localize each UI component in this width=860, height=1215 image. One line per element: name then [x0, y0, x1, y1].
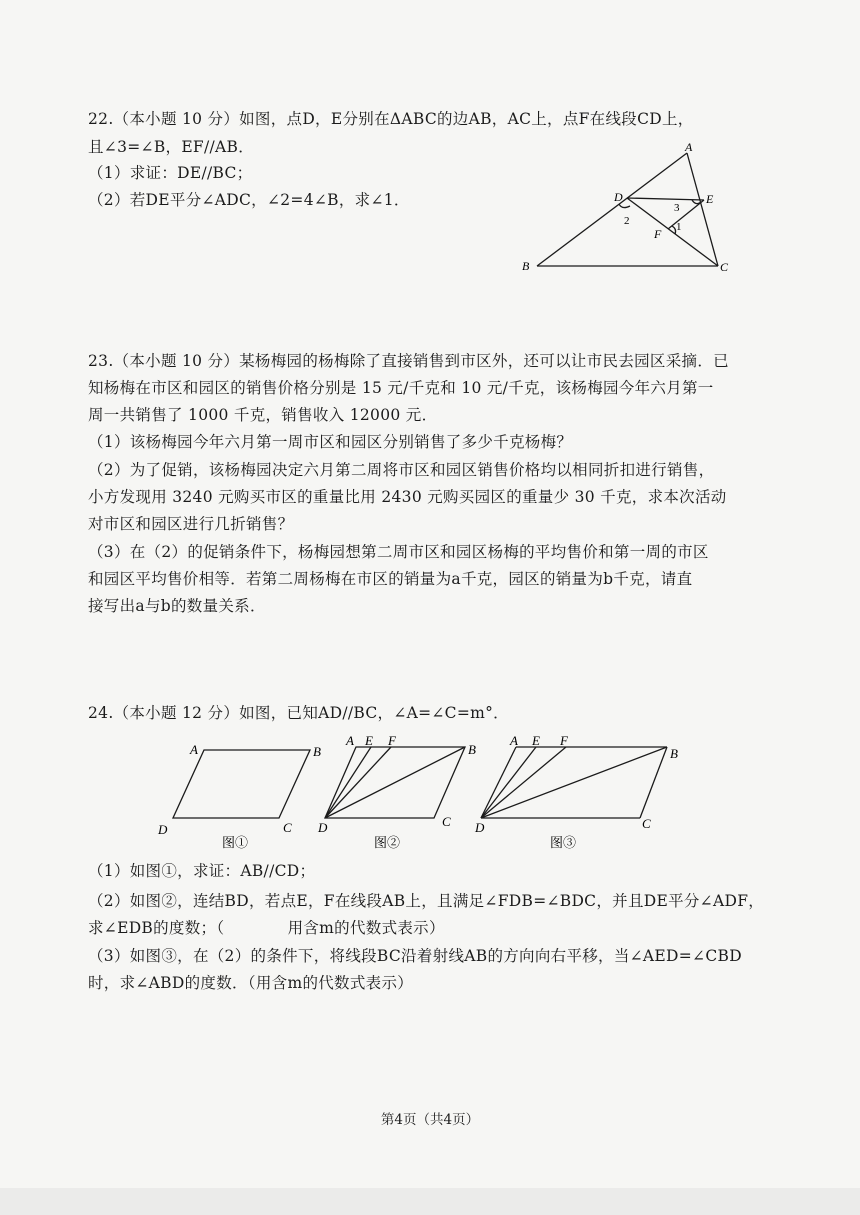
bottom-strip	[0, 1188, 860, 1215]
fig2-label-b: B	[468, 742, 476, 757]
fig2-label-e: E	[365, 733, 373, 748]
fig2-label-a: A	[346, 733, 354, 748]
q23-line-5: （2）为了促销，该杨梅园决定六月第二周将市区和园区销售价格均以相同折扣进行销售，	[88, 461, 715, 479]
q22-angle-3: 3	[674, 202, 680, 214]
q23-line-9: 和园区平均售价相等．若第二周杨梅在市区的销量为a千克，园区的销量为b千克，请直	[88, 570, 693, 588]
fig2-label-d: D	[318, 820, 328, 835]
q22-angle-1: 1	[676, 221, 682, 233]
q24-line-4: 求∠EDB的度数；（ 用含m的代数式表示）	[88, 919, 445, 937]
q23-line-10: 接写出a与b的数量关系．	[88, 597, 266, 615]
q22-label-e: E	[706, 192, 714, 206]
q23-line-3: 周一共销售了 1000 千克，销售收入 12000 元．	[88, 406, 438, 424]
fig3-label-c: C	[642, 816, 651, 831]
page-footer: 第4页（共4页）	[380, 1112, 480, 1128]
fig3-label-f: F	[560, 733, 568, 748]
fig1-caption: 图①	[222, 835, 249, 850]
q22-label-b: B	[522, 259, 530, 273]
fig3-label-e: E	[532, 733, 540, 748]
q24-figures	[150, 730, 700, 855]
fig3-label-a: A	[510, 733, 518, 748]
q22-label-c: C	[720, 260, 729, 274]
q22-triangle-figure	[510, 140, 750, 280]
q24-line-3: （2）如图②，连结BD，若点E，F在线段AB上，且满足∠FDB=∠BDC，并且DE平分∠ADF，	[88, 892, 765, 910]
fig2-label-c: C	[442, 814, 451, 829]
q23-line-8: （3）在（2）的促销条件下，杨梅园想第二周市区和园区杨梅的平均售价和第一周的市区	[88, 543, 709, 561]
q24-line-6: 时，求∠ABD的度数．（用含m的代数式表示）	[88, 974, 414, 992]
q24-line-2: （1）如图①，求证：AB//CD；	[88, 862, 316, 880]
fig3-label-d: D	[475, 820, 485, 835]
q23-line-2: 知杨梅在市区和园区的销售价格分别是 15 元/千克和 10 元/千克，该杨梅园今年六月第一	[88, 379, 714, 397]
fig2-label-f: F	[388, 733, 396, 748]
q22-label-f: F	[654, 227, 662, 241]
fig1-label-b: B	[313, 744, 321, 759]
fig1-label-d: D	[158, 822, 168, 837]
q22-label-d: D	[614, 190, 623, 204]
q22-line-1: 22.（本小题 10 分）如图，点D，E分别在ΔABC的边AB，AC上，点F在线段CD上，	[88, 110, 694, 128]
q22-line-2: 且∠3=∠B，EF//AB．	[88, 138, 255, 156]
fig1-label-c: C	[283, 820, 292, 835]
fig3-label-b: B	[670, 746, 678, 761]
q23-line-4: （1）该杨梅园今年六月第一周市区和园区分别销售了多少千克杨梅？	[88, 433, 573, 451]
q23-line-1: 23.（本小题 10 分）某杨梅园的杨梅除了直接销售到市区外，还可以让市民去园区采摘．已	[88, 352, 729, 370]
fig2-caption: 图②	[374, 835, 401, 850]
q22-line-4: （2）若DE平分∠ADC，∠2=4∠B，求∠1．	[88, 191, 410, 209]
q22-angle-2: 2	[624, 215, 630, 227]
fig1-label-a: A	[190, 742, 198, 757]
q24-line-5: （3）如图③，在（2）的条件下，将线段BC沿着射线AB的方向向右平移，当∠AED=∠CBD	[88, 947, 742, 965]
q24-line-1: 24.（本小题 12 分）如图，已知AD//BC，∠A=∠C=m°．	[88, 704, 509, 722]
fig3-caption: 图③	[550, 835, 577, 850]
q23-line-6: 小方发现用 3240 元购买市区的重量比用 2430 元购买园区的重量少 30 千克，求本次活动	[88, 488, 727, 506]
q22-line-3: （1）求证：DE//BC；	[88, 164, 253, 182]
q22-label-a: A	[685, 140, 693, 154]
q23-line-7: 对市区和园区进行几折销售？	[88, 515, 294, 533]
